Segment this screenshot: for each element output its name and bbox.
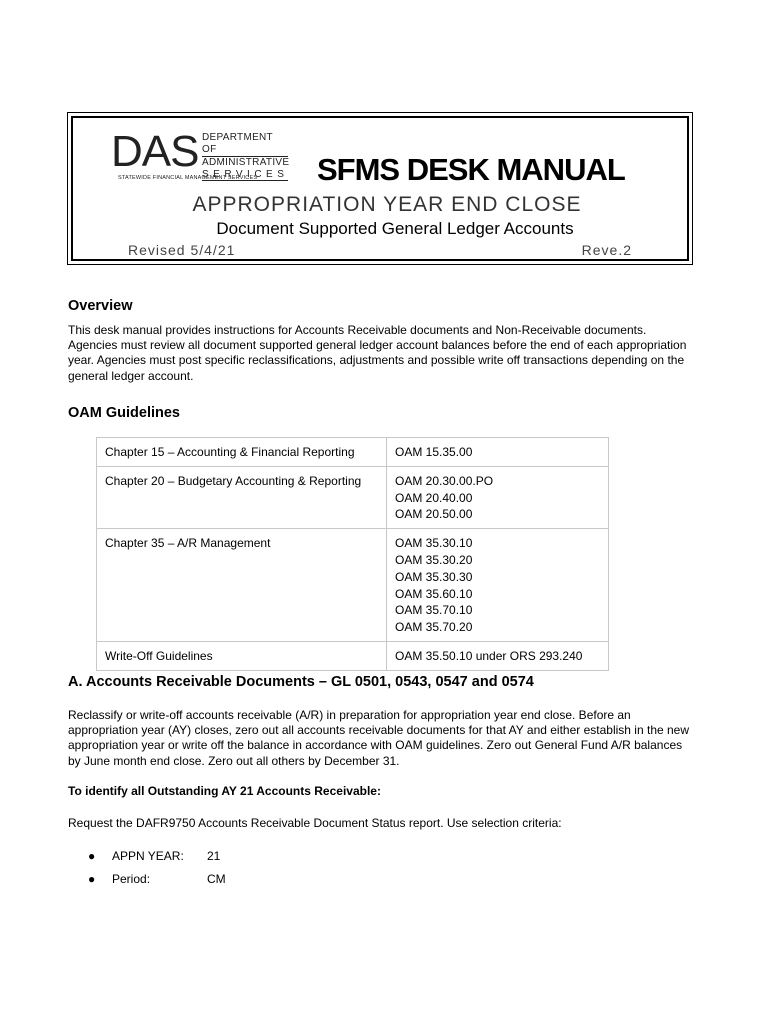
chapter-cell: Write-Off Guidelines xyxy=(97,641,387,670)
das-logo xyxy=(111,127,296,182)
oam-reference: OAM 35.70.20 xyxy=(395,620,473,635)
oam-guidelines-heading: OAM Guidelines xyxy=(68,405,180,421)
logo-tagline: STATEWIDE FINANCIAL MANAGEMENT SERVICES xyxy=(118,175,258,181)
oam-reference: OAM 35.30.30 xyxy=(395,569,473,584)
overview-body: This desk manual provides instructions for Accounts Receivable documents and Non-Receivable documents. Agencies must review all document supported general ledger account balances before the end of each appropriation year. Agencies must post specific reclassifications, adjustments and possible write off transactions depending on the general ledger account. xyxy=(68,323,687,383)
table-row xyxy=(97,529,609,642)
request-report-instruction: Request the DAFR9750 Accounts Receivable Document Status report. Use selection criteria: xyxy=(68,816,562,830)
oam-reference-cell xyxy=(387,438,609,467)
chapter-cell: Chapter 20 – Budgetary Accounting & Reporting xyxy=(97,466,387,528)
overview-heading: Overview xyxy=(68,298,133,314)
criteria-appn-year xyxy=(88,849,220,863)
criteria-value: CM xyxy=(207,872,226,886)
revision-number: Reve.2 xyxy=(581,242,632,258)
oam-reference: OAM 20.30.00.PO xyxy=(395,473,494,488)
logo-dept-line3: SERVICES xyxy=(202,168,289,180)
oam-reference: OAM 35.50.10 under ORS 293.240 xyxy=(395,648,583,663)
document-subtitle-2: Document Supported General Ledger Accounts xyxy=(216,219,574,238)
bullet-icon: ● xyxy=(88,872,96,886)
logo-department-text xyxy=(202,132,290,181)
document-subtitle: APPROPRIATION YEAR END CLOSE xyxy=(192,193,582,216)
identify-ar-instruction: To identify all Outstanding AY 21 Accounts Receivable: xyxy=(68,784,381,798)
oam-reference: OAM 35.70.10 xyxy=(395,603,473,618)
logo-dept-line1: DEPARTMENT OF xyxy=(202,132,288,157)
oam-reference-cell xyxy=(387,466,609,528)
header-inner-border xyxy=(71,116,689,261)
document-title: SFMS DESK MANUAL xyxy=(317,152,625,187)
table-row xyxy=(97,641,609,670)
oam-reference: OAM 35.30.10 xyxy=(395,536,473,551)
oam-reference: OAM 35.60.10 xyxy=(395,586,473,601)
oam-reference-cell xyxy=(387,641,609,670)
bullet-icon: ● xyxy=(88,849,96,863)
criteria-period xyxy=(88,872,226,886)
chapter-cell: Chapter 35 – A/R Management xyxy=(97,529,387,642)
oam-reference: OAM 35.30.20 xyxy=(395,552,473,567)
section-a-heading: A. Accounts Receivable Documents – GL 0501, 0543, 0547 and 0574 xyxy=(68,674,534,690)
logo-dept-line2: ADMINISTRATIVE xyxy=(202,157,290,168)
oam-reference-cell xyxy=(387,529,609,642)
table-row xyxy=(97,438,609,467)
chapter-cell: Chapter 15 – Accounting & Financial Reporting xyxy=(97,438,387,467)
criteria-label: APPN YEAR: xyxy=(112,849,184,863)
table-row xyxy=(97,466,609,528)
criteria-value: 21 xyxy=(207,849,221,863)
oam-reference: OAM 15.35.00 xyxy=(395,445,473,459)
header-box xyxy=(67,112,693,265)
criteria-label: Period: xyxy=(112,872,151,886)
logo-das-text: DAS xyxy=(111,127,199,176)
revised-date: Revised 5/4/21 xyxy=(128,242,236,258)
oam-reference: OAM 20.50.00 xyxy=(395,507,473,522)
oam-reference: OAM 20.40.00 xyxy=(395,490,473,505)
section-a-body: Reclassify or write-off accounts receivable (A/R) in preparation for appropriation year end close. Before an appropriation year (AY) closes, zero out all accounts receivable documents for that AY and either establish in the new appropriation year or write off the balance in accordance with OAM guidelines. Zero out General Fund A/R balances by June month end close. Zero out all others by December 31. xyxy=(68,708,690,768)
oam-guidelines-table xyxy=(96,437,609,671)
